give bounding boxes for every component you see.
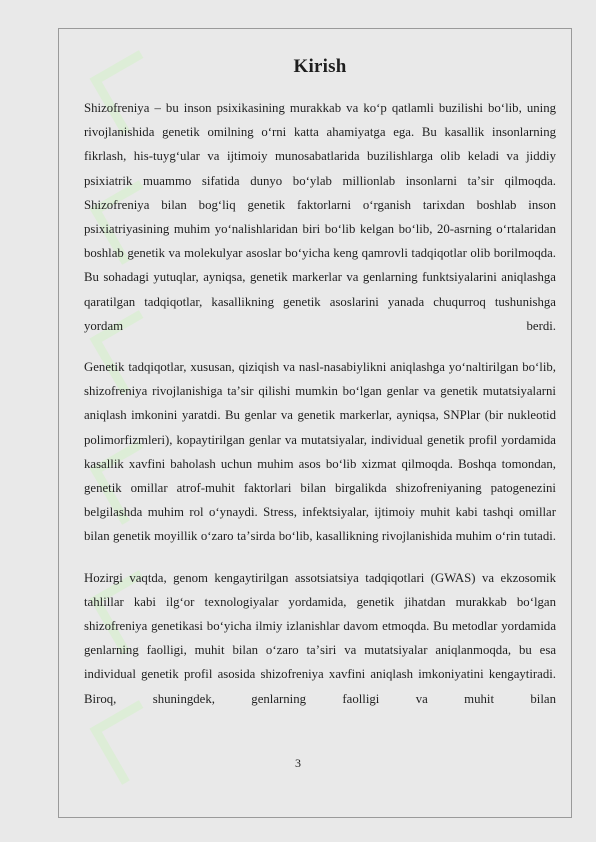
page-title: Kirish	[293, 56, 347, 77]
paragraph-1: Shizofreniya – bu inson psixikasining murakkab va koʻp qatlamli buzilishi boʻlib, uning rivojlanishida genetik omilning oʻrni katta ahamiyatga ega. Bu kasallik insonlarning fikrlash, his-tuygʻular va ijtimoiy munosabatlarida buzilishlarga olib keladi va jiddiy psixiatrik muammo sifatida dunyo boʻylab millionlab insonlarni taʼsir qilmoqda. Shizofreniya bilan bogʻliq genetik faktorlarni oʻrganish tarixdan boshlab inson psixiatriyasining muhim yoʻnalishlaridan biri boʻlib kelgan boʻlib, 20-asrning oʻrtalaridan boshlab genetik va molekulyar asoslar boʻyicha keng qamrovli tadqiqotlar olib borilmoqda. Bu sohadagi yutuqlar, ayniqsa, genetik markerlar va genlarning funktsiyalarini aniqlashga qaratilgan tadqiqotlar, kasallikning genetik asoslarini yanada chuqurroq tushunishga yordam berdi.	[84, 101, 556, 333]
page-number: 3	[295, 756, 301, 770]
document-body	[84, 56, 556, 728]
paragraph-2: Genetik tadqiqotlar, xususan, qiziqish va nasl-nasabiylikni aniqlashga yoʻnaltirilgan boʻlib, shizofreniya rivojlanishiga taʼsir qilishi mumkin boʻlgan genlar va genetik mutatsiyalarni aniqlash imkonini yaratdi. Bu genlar va genetik markerlar, ayniqsa, SNPlar (bir nukleotid polimorfizmleri), kopaytirilgan genlar va mutatsiyalar, individual genetik profil yordamida kasallik xavfini baholash uchun muhim asos boʻlib xizmat qilmoqda. Boshqa tomondan, genetik omillar atrof-muhit faktorlari bilan birgalikda shizofreniyaning patogenezini belgilashda muhim rol oʻynaydi. Stress, infektsiyalar, ijtimoiy muhit kabi tashqi omillar bilan genetik moyillik oʻzaro taʼsirda boʻlib, kasallikning rivojlanishida muhim oʻrin tutadi.	[84, 360, 556, 544]
paragraph-3: Hozirgi vaqtda, genom kengaytirilgan assotsiatsiya tadqiqotlari (GWAS) va ekzosomik tahlillar kabi ilgʻor texnologiyalar yordamida, genetik jihatdan murakkab boʻlgan shizofreniya genetikasi boʻyicha ilmiy izlanishlar davom etmoqda. Bu metodlar yordamida genlarning faolligi, muhit bilan oʻzaro taʼsiri va mutatsiyalar aniqlanmoqda, bu esa individual genetik profil asosida shizofreniya xavfini aniqlash imkoniyatini kengaytiradi. Biroq, shuningdek, genlarning faolligi va muhit bilan	[84, 570, 556, 706]
